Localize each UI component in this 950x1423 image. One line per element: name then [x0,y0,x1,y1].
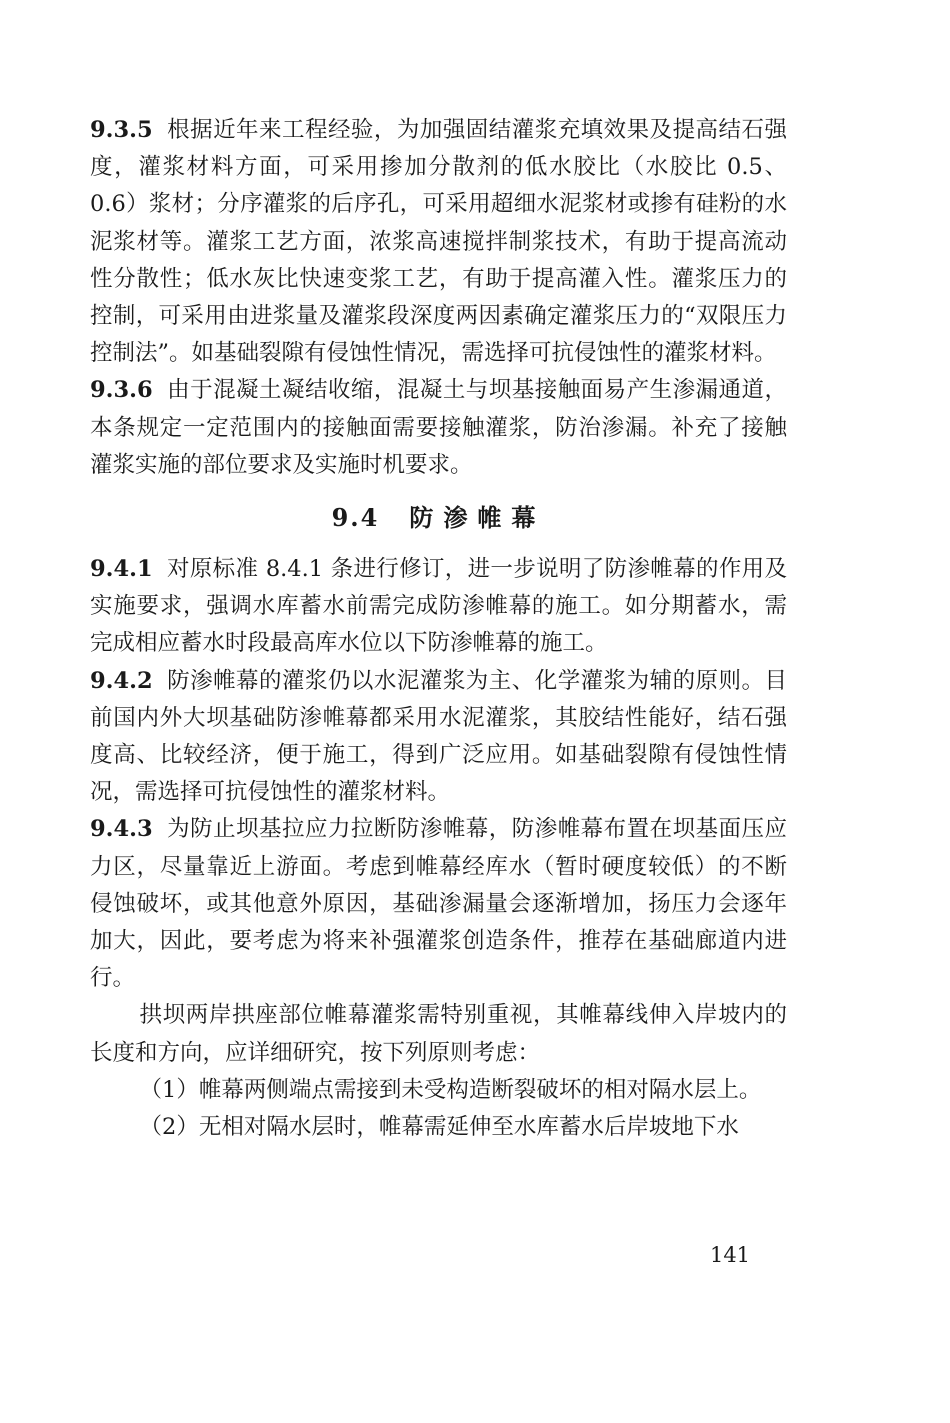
clause-9-3-5 [90,112,787,372]
clause-text: 由于混凝土凝结收缩，混凝土与坝基接触面易产生渗漏通道，本条规定一定范围内的接触面需要接触灌浆，防治渗漏。补充了接触灌浆实施的部位要求及实施时机要求。 [90,377,787,478]
clause-text: 对原标准 8.4.1 条进行修订，进一步说明了防渗帷幕的作用及实施要求，强调水库蓄水前需完成防渗帷幕的施工。如分期蓄水，需完成相应蓄水时段最高库水位以下防渗帷幕的施工。 [90,556,787,657]
page-number: 141 [709,1243,751,1267]
clause-text: 根据近年来工程经验，为加强固结灌浆充填效果及提高结石强度，灌浆材料方面，可采用掺加分散剂的低水胶比（水胶比 0.5、0.6）浆材；分序灌浆的后序孔，可采用超细水泥浆材或掺有硅粉的水泥浆材等。灌浆工艺方面，浓浆高速搅拌制浆技术，有助于提高流动性分散性；低水灰比快速变浆工艺，有助于提高灌入性。灌浆压力的控制，可采用由进浆量及灌浆段深度两因素确定灌浆压力的“双限压力控制法”。如基础裂隙有侵蚀性情况，需选择可抗侵蚀性的灌浆材料。 [90,117,787,367]
clause-number: 9.3.6 [90,377,153,404]
page-content [90,112,787,1146]
section-title: 防渗帷幕 [409,503,546,533]
clause-9-4-3 [90,811,787,997]
clause-number: 9.3.5 [90,117,153,143]
clause-number: 9.4.1 [90,556,153,583]
clause-9-4-1 [90,551,787,663]
clause-text: 防渗帷幕的灌浆仍以水泥灌浆为主、化学灌浆为辅的原则。目前国内外大坝基础防渗帷幕都采用水泥灌浆，其胶结性能好，结石强度高、比较经济，便于施工，得到广泛应用。如基础裂隙有侵蚀性情况，需选择可抗侵蚀性的灌浆材料。 [90,667,787,806]
section-heading [90,500,787,536]
principle-item-2: （2）无相对隔水层时，帷幕需延伸至水库蓄水后岸坡地下水 [139,1114,739,1141]
section-number: 9.4 [331,503,380,533]
clause-number: 9.4.2 [90,667,153,694]
principle-item-1: （1）帷幕两侧端点需接到未受构造断裂破坏的相对隔水层上。 [139,1076,762,1103]
clause-9-3-6 [90,372,787,484]
clause-number: 9.4.3 [90,816,153,843]
arch-abutment-paragraph: 拱坝两岸拱座部位帷幕灌浆需特别重视，其帷幕线伸入岸坡内的长度和方向，应详细研究，按下列原则考虑： [90,1002,787,1066]
clause-9-4-2 [90,663,787,812]
clause-text: 为防止坝基拉应力拉断防渗帷幕，防渗帷幕布置在坝基面压应力区，尽量靠近上游面。考虑到帷幕经库水（暂时硬度较低）的不断侵蚀破坏，或其他意外原因，基础渗漏量会逐渐增加，扬压力会逐年加大，因此，要考虑为将来补强灌浆创造条件，推荐在基础廊道内进行。 [90,816,787,992]
